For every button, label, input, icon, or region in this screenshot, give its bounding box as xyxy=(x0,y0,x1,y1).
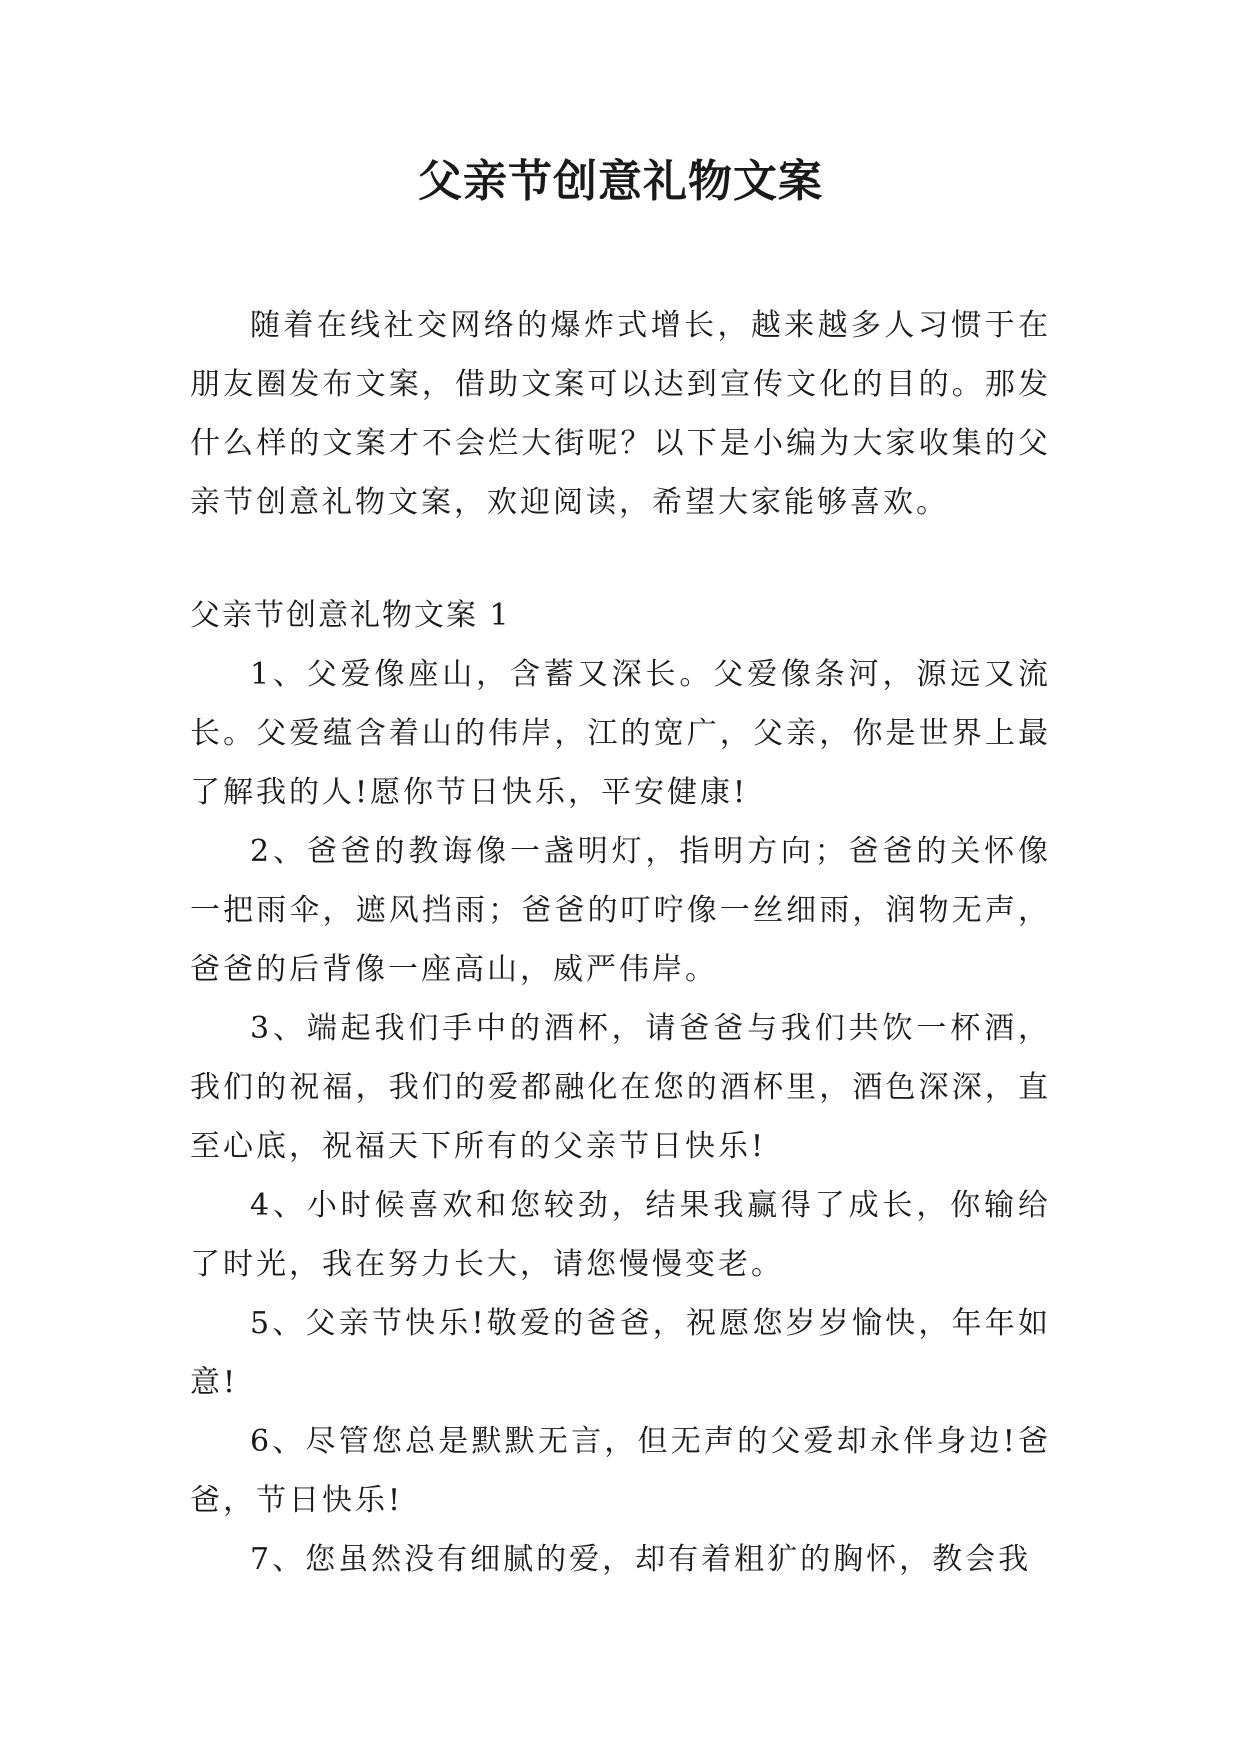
section-heading: 父亲节创意礼物文案 1 xyxy=(190,598,511,633)
list-item-5: 5、父亲节快乐!敬爱的爸爸，祝愿您岁岁愉快，年年如意! xyxy=(190,1306,1051,1400)
list-item-1: 1、父爱像座山，含蓄又深长。父爱像条河，源远又流长。父爱蕴含着山的伟岸，江的宽广，父亲，你是世界上最了解我的人!愿你节日快乐，平安健康! xyxy=(190,657,1051,810)
list-item-4: 4、小时候喜欢和您较劲，结果我赢得了成长，你输给了时光，我在努力长大，请您慢慢变老。 xyxy=(190,1188,1051,1282)
document-title: 父亲节创意礼物文案 xyxy=(418,156,823,207)
list-item-3: 3、端起我们手中的酒杯，请爸爸与我们共饮一杯酒，我们的祝福，我们的爱都融化在您的酒杯里，酒色深深，直至心底，祝福天下所有的父亲节日快乐! xyxy=(190,1011,1051,1164)
list-item-2: 2、爸爸的教诲像一盏明灯，指明方向；爸爸的关怀像一把雨伞，遮风挡雨；爸爸的叮咛像一丝细雨，润物无声，爸爸的后背像一座高山，威严伟岸。 xyxy=(190,834,1051,987)
list-item-6: 6、尽管您总是默默无言，但无声的父爱却永伴身边!爸爸，节日快乐! xyxy=(190,1424,1051,1518)
list-item-7: 7、您虽然没有细腻的爱，却有着粗犷的胸怀，教会我 xyxy=(250,1542,1032,1577)
intro-paragraph: 随着在线社交网络的爆炸式增长，越来越多人习惯于在朋友圈发布文案，借助文案可以达到宣传文化的目的。那发什么样的文案才不会烂大街呢？以下是小编为大家收集的父亲节创意礼物文案，欢迎阅读，希望大家能够喜欢。 xyxy=(190,308,1051,520)
